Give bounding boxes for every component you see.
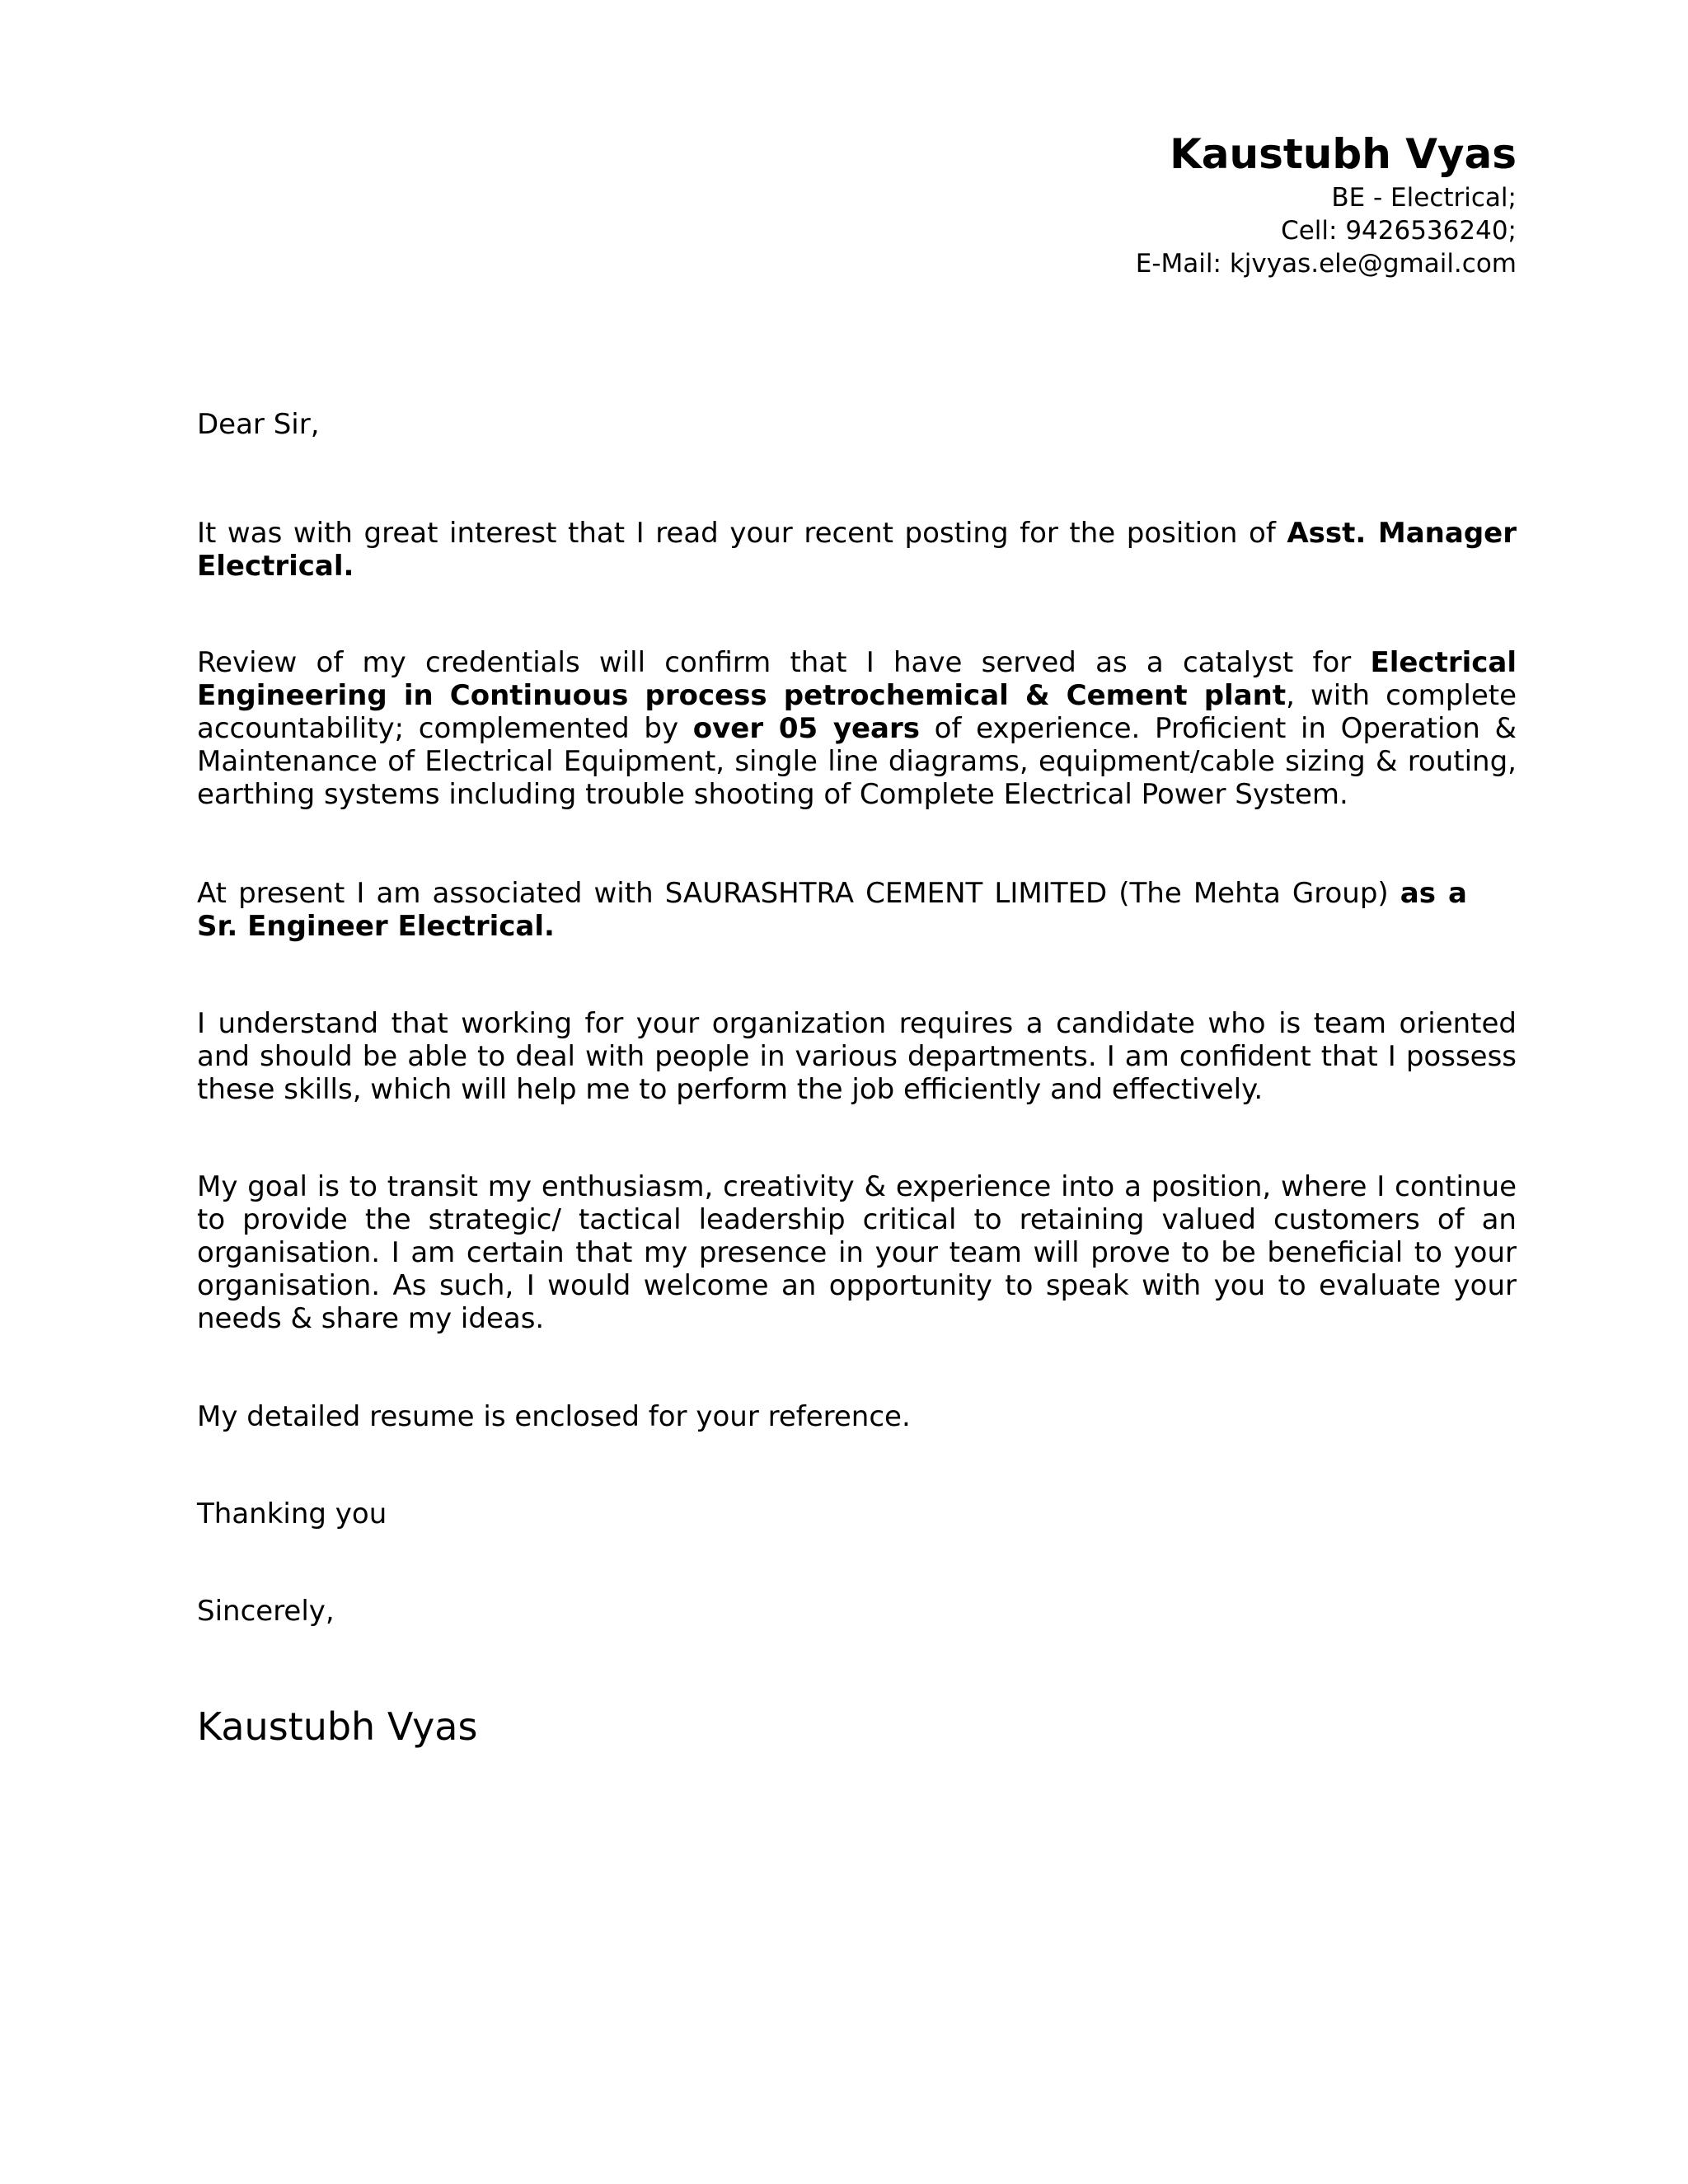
credentials-text-2: , with complete accountability; complemented by — [197, 679, 1517, 745]
sender-email: E-Mail: kjvyas.ele@gmail.com — [1135, 249, 1517, 279]
sender-name: Kaustubh Vyas — [1170, 130, 1517, 178]
paragraph-resume: My detailed resume is enclosed for your reference. — [197, 1400, 911, 1433]
paragraph-credentials — [197, 646, 1517, 811]
paragraph-position-text: It was with great interest that I read your recent posting for the position of — [197, 517, 1287, 550]
position-title: Asst. Manager Electrical. — [197, 517, 1517, 583]
paragraph-current-role — [197, 877, 1517, 943]
credentials-text-3: of experience. Proficient in Operation & Maintenance of Electrical Equipment, single line diagrams, equipment/cable sizing & routing, earthing systems including trouble shooting of Complete Electrical Power System. — [197, 712, 1517, 811]
sender-qualification: BE - Electrical; — [1331, 183, 1517, 213]
sender-cell: Cell: 9426536240; — [1281, 216, 1517, 246]
paragraph-position — [197, 517, 1517, 583]
credentials-expertise: Electrical Engineering in Continuous process petrochemical & Cement plant — [197, 646, 1517, 712]
paragraph-team: I understand that working for your organization requires a candidate who is team oriented and should be able to deal with people in various departments. I am confident that I possess these skills, which will help me to perform the job efficiently and effectively. — [197, 1007, 1517, 1106]
salutation: Dear Sir, — [197, 408, 320, 441]
closing-line: Sincerely, — [197, 1595, 335, 1628]
paragraph-goal: My goal is to transit my enthusiasm, creativity & experience into a position, where I continue to provide the strategic/ tactical leadership critical to retaining valued customers of an organisation. I am certain that my presence in your team will prove to be beneficial to your organisation. As such, I would welcome an opportunity to speak with you to evaluate your needs & share my ideas. — [197, 1170, 1517, 1335]
thanks-line: Thanking you — [197, 1497, 387, 1530]
credentials-years: over 05 years — [692, 712, 920, 745]
current-role-title: Sr. Engineer Electrical. — [197, 910, 555, 943]
current-role-text: At present I am associated with SAURASHTRA CEMENT LIMITED (The Mehta Group) — [197, 877, 1400, 910]
credentials-text-1: Review of my credentials will confirm that I have served as a catalyst for — [197, 646, 1371, 679]
current-role-as: as a — [1400, 877, 1467, 910]
letterhead — [1136, 130, 1517, 280]
signature-name: Kaustubh Vyas — [197, 1704, 478, 1749]
